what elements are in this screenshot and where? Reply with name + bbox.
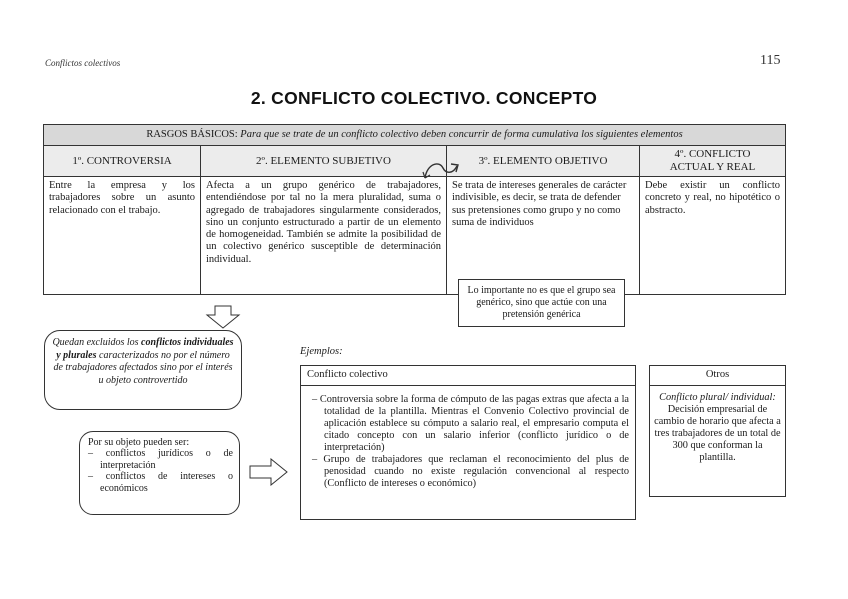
others-box [649, 365, 786, 497]
exclusion-note [44, 330, 242, 410]
list-item: – conflictos jurídicos o de interpretación [88, 448, 233, 471]
cell-objetivo-line2: indivisible, es decir, se trata de defender sus pretensiones como grupo y no como suma de individuos [452, 192, 621, 228]
object-types-box [79, 431, 240, 515]
list-item: – Grupo de trabajadores que reclaman el reconocimiento del plus de penosidad cuando no existe regulación convencional al respecto (Conflicto de intereses o económico) [312, 454, 629, 489]
others-emphasis: Conflicto plural/ individual: [659, 392, 776, 403]
banner-text: Para que se trate de un conflicto colectivo deben concurrir de forma cumulativa los siguientes elementos [240, 128, 683, 140]
right-arrow-icon [249, 458, 289, 486]
column-heading-line2: ACTUAL Y REAL [669, 161, 756, 173]
collective-conflict-box [300, 365, 636, 520]
object-types-list [80, 448, 239, 494]
list-item: – Controversia sobre la forma de cómputo de las pagas extras que afecta a la totalidad de la plantilla. Mientras el Convenio Colectivo provincial de aplicación establece su cómputo a salario real, el empresario computa el citado concepto con un salario inferior (conflicto jurídico o de interpretación) [312, 394, 629, 453]
exclusion-text-bold: conflictos individuales y plurales [56, 337, 234, 361]
others-heading: Otros [650, 366, 785, 386]
list-item: – conflictos de intereses o económicos [88, 471, 233, 494]
others-body [650, 386, 785, 470]
column-heading-controversia: 1º. CONTROVERSIA [44, 146, 201, 177]
down-arrow-icon [205, 305, 241, 329]
cell-objetivo-line1: Se trata de intereses generales de carácter [452, 180, 627, 191]
cell-actual-real: Debe existir un conflicto concreto y real, no hipotético o abstracto. [640, 177, 786, 295]
cell-objetivo [447, 177, 640, 295]
page-number: 115 [760, 53, 781, 68]
collective-conflict-heading: Conflicto colectivo [301, 366, 635, 386]
cell-controversia: Entre la empresa y los trabajadores sobre un asunto relacionado con el trabajo. [44, 177, 201, 295]
table-banner [44, 125, 786, 146]
page-title: 2. CONFLICTO COLECTIVO. CONCEPTO [250, 88, 598, 108]
object-types-heading: Por su objeto pueden ser: [88, 437, 190, 448]
running-header: Conflictos colectivos [45, 58, 121, 68]
column-heading-objetivo: 3º. ELEMENTO OBJETIVO [447, 146, 640, 177]
curved-arrow-icon [421, 158, 463, 182]
column-heading-actual-real [640, 146, 786, 177]
column-heading-subjetivo: 2º. ELEMENTO SUBJETIVO [201, 146, 447, 177]
exclusion-text-1: Quedan excluidos los [52, 337, 142, 348]
collective-conflict-list [301, 386, 635, 490]
examples-label: Ejemplos: [300, 346, 343, 357]
features-table [43, 124, 786, 295]
column-heading-line1: 4º. CONFLICTO [674, 148, 751, 160]
banner-lead: RASGOS BÁSICOS: [146, 128, 238, 140]
others-text: Decisión empresarial de cambio de horario que afecta a tres trabajadores de un total de 300 que conforman la plantilla. [654, 404, 781, 463]
cell-subjetivo: Afecta a un grupo genérico de trabajadores, entendiéndose por tal no la mera pluralidad, suma o agregado de trabajadores singularmente considerados, sino un conjunto estructurado a partir de un elemento de homogeneidad. También se admite la posibilidad de un colectivo genérico susceptible de determinación individual. [201, 177, 447, 295]
exclusion-text-3: caracterizados no por el número de trabajadores afectados sino por el interés u objeto controvertido [53, 349, 233, 386]
note-box: Lo importante no es que el grupo sea genérico, sino que actúe con una pretensión genérica [458, 279, 625, 327]
